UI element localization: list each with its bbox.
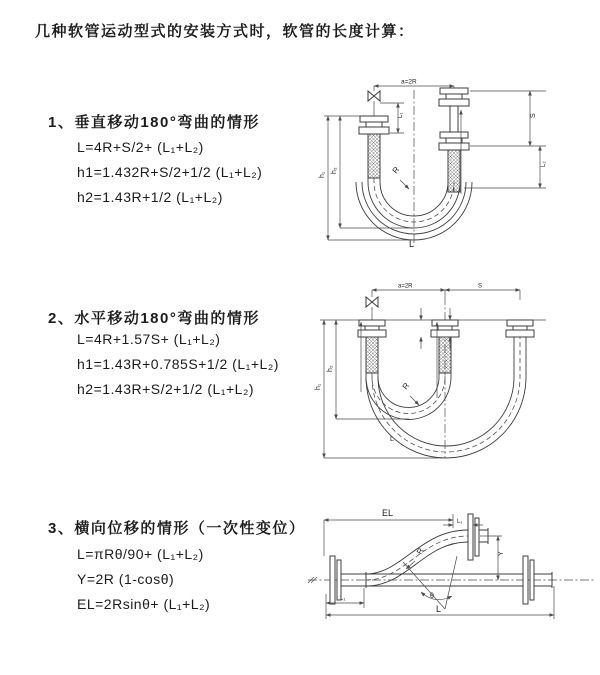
- label-radius: R: [400, 381, 412, 392]
- dimension-stroke: [445, 284, 520, 291]
- label-stroke: S: [478, 283, 483, 290]
- section-3-formula-Y: Y=2R (1-cosθ): [77, 571, 175, 587]
- right-pipe-body: [450, 106, 458, 132]
- label-el: EL: [382, 508, 394, 518]
- label-h2: h₂: [327, 365, 334, 372]
- dimension-length: [326, 586, 554, 619]
- left-hose-braid: [368, 134, 380, 178]
- middle-pipe-flange: [431, 320, 459, 337]
- dimension-offset: [480, 536, 505, 580]
- dimension-el: [324, 508, 453, 556]
- label-radius: R: [414, 546, 426, 556]
- label-h2: h₂: [331, 167, 338, 174]
- dimension-conn-right: [540, 146, 547, 188]
- section-3-formula-EL: EL=2Rsinθ+ (L₁+L₂): [77, 596, 211, 612]
- label-angle: θ: [430, 593, 434, 600]
- section-2-formula-h1: h1=1.43R+0.785S+1/2 (L₁+L₂): [77, 356, 279, 372]
- label-radius: R: [390, 165, 402, 176]
- section-3-heading: 3、横向位移的情形（一次性变位）: [48, 520, 306, 537]
- displaced-flange: [468, 514, 488, 560]
- valve-icon: [366, 290, 378, 320]
- diagram-lateral-displacement: [302, 498, 598, 628]
- middle-hose-braid: [439, 337, 451, 373]
- section-3-formula-L: L=πRθ/90+ (L₁+L₂): [77, 546, 204, 562]
- label-conn-left: L₁: [340, 596, 346, 602]
- section-1-formula-h1: h1=1.432R+S/2+1/2 (L₁+L₂): [77, 164, 263, 180]
- left-pipe-flange: [359, 116, 389, 134]
- diagram-vertical-180-bend: [314, 76, 598, 252]
- left-hose-braid: [366, 337, 378, 373]
- radius-callout: [401, 381, 419, 405]
- section-2-formula-h2: h2=1.43R+S/2+1/2 (L₁+L₂): [77, 381, 255, 397]
- diagram-horizontal-180-bend: [310, 280, 598, 464]
- right-hose-braid: [448, 150, 460, 192]
- label-length: L: [409, 239, 415, 249]
- label-length: L: [390, 436, 394, 443]
- right-pipe-flange-lower: [439, 132, 469, 150]
- dimension-h1: [319, 116, 414, 240]
- dimension-span: [374, 79, 454, 89]
- dimension-span: [372, 284, 520, 301]
- valve-icon: [368, 86, 380, 116]
- angle-construction: [403, 556, 457, 609]
- section-1-heading: 1、垂直移动180°弯曲的情形: [48, 114, 260, 131]
- page-title: 几种软管运动型式的安装方式时，软管的长度计算：: [35, 23, 415, 40]
- label-h1: h₁: [319, 171, 326, 178]
- label-conn-right: L₂: [541, 161, 547, 167]
- radius-callout: [406, 546, 426, 569]
- section-1-formula-h2: h2=1.43R+1/2 (L₁+L₂): [77, 189, 223, 205]
- left-pipe-flange: [358, 320, 386, 337]
- label-h1: h₁: [315, 383, 322, 390]
- section-1-formula-L: L=4R+S/2+ (L₁+L₂): [77, 139, 204, 155]
- radius-callout: [391, 165, 409, 189]
- label-conn-left: L₁: [398, 112, 404, 118]
- section-2-formula-L: L=4R+1.57S+ (L₁+L₂): [77, 331, 221, 347]
- label-span: a=2R: [401, 78, 417, 86]
- label-offset: Y: [498, 551, 505, 556]
- label-span: a=2R: [398, 283, 413, 290]
- section-2-heading: 2、水平移动180°弯曲的情形: [48, 310, 260, 327]
- right-pipe-flange: [506, 320, 534, 337]
- right-pipe-flange-upper: [439, 88, 469, 106]
- label-conn-top: L₁: [457, 519, 463, 525]
- label-stroke: S: [530, 113, 537, 118]
- label-length: L: [436, 604, 442, 614]
- dimension-stroke: [464, 91, 546, 188]
